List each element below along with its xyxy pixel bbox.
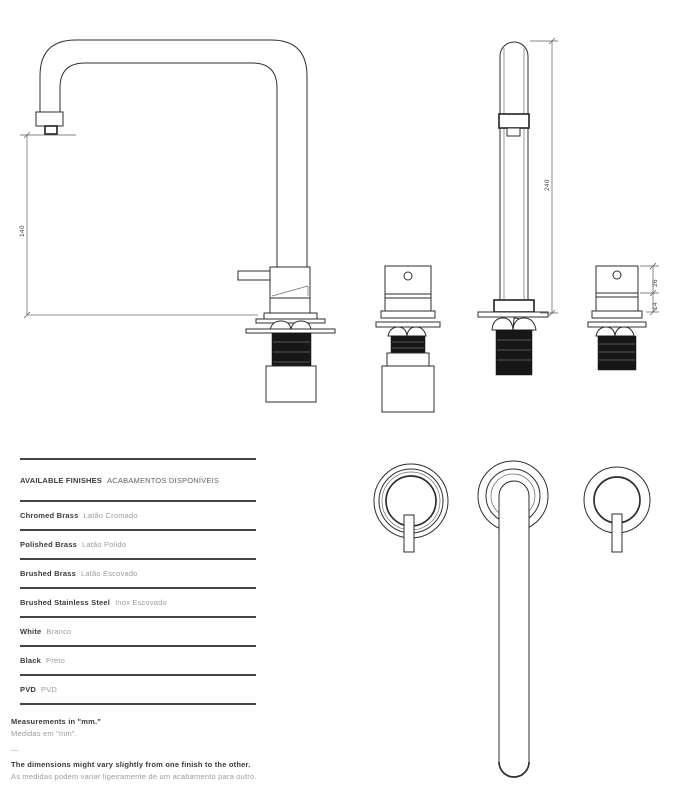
finish-name-pt: Latão Escovado [80, 569, 138, 578]
finish-row-black [20, 647, 256, 676]
finish-name-en: Black [20, 656, 42, 665]
dimension-26-14 [640, 263, 659, 315]
finish-name-pt: Latão Cromado [83, 511, 138, 520]
valve-unit-left [376, 266, 440, 412]
faucet-side-view-drawing [19, 40, 335, 402]
measurements-note-pt: Medidas em "mm". [11, 729, 78, 738]
plan-lever-left [404, 515, 414, 552]
variance-note-pt: As medidas podem variar ligeiramente de um acabamento para outro. [11, 772, 257, 781]
finish-row-chromed-brass [20, 502, 256, 531]
finishes-table-header [20, 458, 256, 502]
connection-cylinder [266, 366, 316, 402]
mixer-body [270, 267, 310, 313]
finish-name-en: PVD [20, 685, 37, 694]
faucet-plan-view-drawing [374, 461, 650, 777]
faucet-front-view-drawing [376, 38, 659, 412]
measurements-note-en: Measurements in "mm." [11, 717, 102, 726]
finishes-header-pt: ACABAMENTOS DISPONÍVEIS [107, 475, 220, 485]
valve-unit-right [588, 266, 646, 370]
dimension-140-label: 140 [19, 225, 26, 237]
finishes-header-en: AVAILABLE FINISHES [20, 475, 103, 485]
notes-separator: — [11, 745, 19, 754]
finish-name-en: White [20, 627, 42, 636]
finish-name-pt: Inox Escovado [115, 598, 167, 607]
finish-name-pt: Latão Polido [82, 540, 127, 549]
lever-handle [238, 271, 270, 280]
plan-lever-right [612, 514, 622, 552]
finish-name-en: Polished Brass [20, 540, 77, 549]
dimension-26-label: 26 [652, 279, 659, 287]
finish-name-en: Chromed Brass [20, 511, 79, 520]
dimension-240-label: 240 [544, 179, 551, 191]
dimension-140 [19, 132, 76, 318]
spout-front-view [478, 42, 548, 375]
spout-outlet [36, 112, 63, 126]
aerator-front [507, 128, 520, 136]
spout-outlet-front [499, 114, 529, 128]
finish-row-white [20, 618, 256, 647]
plan-handle-right [584, 467, 650, 552]
finish-row-polished-brass [20, 531, 256, 560]
finish-name-en: Brushed Stainless Steel [20, 598, 111, 607]
finish-name-pt: Branco [46, 627, 72, 636]
aerator-nub [45, 126, 57, 134]
spout-tube [40, 40, 307, 267]
variance-note-en: The dimensions might vary slightly from one finish to the other. [11, 760, 251, 769]
deck-flange [256, 313, 325, 323]
plan-handle-left [374, 464, 448, 552]
threaded-stem [272, 333, 311, 371]
finish-name-pt: PVD [41, 685, 58, 694]
finish-row-brushed-stainless-steel [20, 589, 256, 618]
finish-name-en: Brushed Brass [20, 569, 76, 578]
finish-row-brushed-brass [20, 560, 256, 589]
available-finishes-table [20, 458, 256, 705]
footnotes [11, 716, 351, 783]
finish-name-pt: Preto [46, 656, 65, 665]
dimension-14-label: 14 [652, 302, 659, 310]
finish-row-pvd [20, 676, 256, 705]
plan-spout [478, 461, 548, 777]
dimension-240 [530, 38, 558, 316]
